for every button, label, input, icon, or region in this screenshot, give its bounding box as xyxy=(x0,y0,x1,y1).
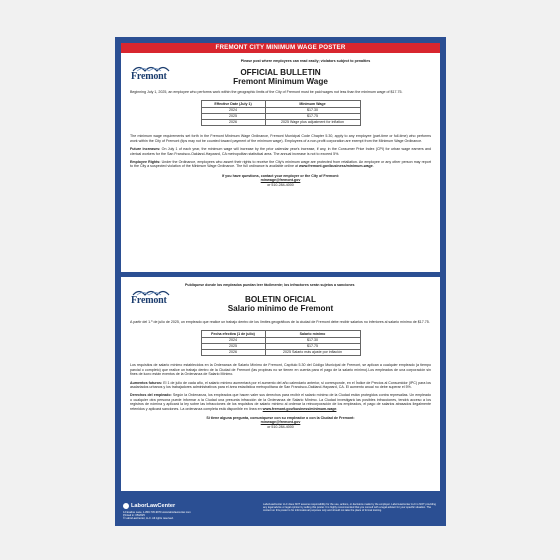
footer-line: 12 Evaline Lane, 1-800-745-9970 www.laborlawcenter.com xyxy=(123,511,191,514)
spanish-bulletin xyxy=(121,277,440,491)
paragraph-text: On July 1 of each year, the minimum wage will increase by the prior calendar year's increase, if any, in the Consumer Price Index (CPI) for urban wage earners and clerical workers for the San Francisco-Oakland-Hayward, CA metropolitan statistical area. The annual increase is not to exceed 5%. xyxy=(130,147,431,156)
paragraph-end: . xyxy=(336,406,338,411)
table-header-row xyxy=(201,331,360,338)
intro-paragraph: A partir del 1.º de julio de 2025, un empleado que realice un trabajo dentro de los límites geográficos de la ciudad de Fremont debe recibir salarios no inferiores al salario mínimo de $17.75. xyxy=(130,320,430,324)
contact-phone: or 510-284-4000 xyxy=(267,424,294,429)
english-bulletin xyxy=(121,53,440,272)
table-cell: 2025 xyxy=(201,114,265,120)
fremont-seal xyxy=(131,287,181,306)
coverage-paragraph: Los requisitos de salario mínimo establecidos en la Ordenanza de Salario Mínimo de Fremont, Capítulo 5.30 del Código Municipal de Fremont, se aplican a cualquier empleado (a tiempo parcial o completo) que realice un trabajo dentro de la Ciudad de Fremont (las propinas no se tienen en cuenta para el pago de la salario mínimo).Los empleados de una corporación sin fines de lucro están exentos de la Ordenanza de Salario Mínimo. xyxy=(130,363,431,377)
footer-line: © LaborLawCenter, LLC. All rights reserved. xyxy=(123,517,174,521)
ordinance-link[interactable]: www.fremont.gov/business/minimum-wage xyxy=(299,164,373,169)
table-header: Salario mínimo xyxy=(265,331,360,338)
seal-wordmark: Fremont xyxy=(131,71,167,82)
footer-line: Printed in: 05/2025 xyxy=(123,514,145,518)
fremont-seal xyxy=(131,63,181,82)
table-row xyxy=(201,120,360,126)
bulletin-subtitle: Salario mínimo de Fremont xyxy=(227,304,334,313)
table-cell: $17.30 xyxy=(265,108,360,114)
table-header-row xyxy=(201,101,360,108)
table-cell: $17.30 xyxy=(265,338,360,344)
table-cell: 2026 xyxy=(201,350,265,356)
poster-footer xyxy=(121,500,440,526)
table-cell: 2024 xyxy=(201,338,265,344)
bulletin-title: BOLETIN OFICIAL xyxy=(245,295,316,304)
employee-rights-paragraph xyxy=(130,393,431,411)
paragraph-end: . xyxy=(372,164,374,169)
contact-block xyxy=(130,174,431,187)
paragraph-text: El 1 de julio de cada año, el salario mínimo aumentará por el aumento del año calendario anterior, si corresponde, en el Índice de Precios al Consumidor (IPC) para los asalariados urbanos y los trabajadores administrativos para el área estadística metropolitana de San Francisco-Oakland-Hayward, CA. El aumento anual no debe superar el 5%. xyxy=(130,380,431,390)
future-increases-paragraph xyxy=(130,381,431,390)
table-cell: 2025 Wage plus adjustment for inflation xyxy=(265,120,360,126)
table-cell: 2025 Salario más ajuste por inflación xyxy=(265,350,360,356)
table-cell: 2026 xyxy=(201,120,265,126)
ordinance-link[interactable]: www.fremont.gov/business/minimum-wage xyxy=(262,406,337,411)
footer-info xyxy=(123,511,233,521)
wage-table xyxy=(201,330,361,356)
coverage-paragraph: The minimum wage requirements set forth in the Fremont Minimum Wage Ordinance, Fremont Municipal Code Chapter 5.30, apply to any employee (part-time or full-time) who performs work within the City of Fremont (tips may not be counted toward payment of the minimum wage). Employees of a non-profit corporation are exempt from the Minimum Wage Ordinance. xyxy=(130,134,431,143)
brand-name: LaborLawCenter xyxy=(131,503,176,509)
posting-notice: Please post where employees can read easily; violators subject to penalties xyxy=(240,59,371,63)
table-header: Fecha efectiva (1 de julio) xyxy=(201,331,265,338)
contact-block xyxy=(130,416,431,429)
brand-logo xyxy=(123,503,175,509)
contact-line: Si tiene alguna pregunta, comuníquese con su empleador o con la Ciudad de Fremont: xyxy=(206,416,355,421)
table-cell: 2025 xyxy=(201,344,265,350)
contact-line: If you have questions, contact your employer or the City of Fremont: xyxy=(221,173,339,178)
seal-wordmark: Fremont xyxy=(131,295,167,306)
paragraph-label: Derechos del empleado: xyxy=(130,393,172,398)
paragraph-label: Future increases: xyxy=(130,147,161,152)
table-cell: $17.75 xyxy=(265,114,360,120)
paragraph-label: Aumentos futuros: xyxy=(130,380,163,385)
bulletin-subtitle: Fremont Minimum Wage xyxy=(233,77,328,86)
employee-rights-paragraph xyxy=(130,160,431,169)
table-header: Effective Date (July 1) xyxy=(201,101,265,108)
poster-title: FREMONT CITY MINIMUM WAGE POSTER xyxy=(121,43,440,53)
table-row xyxy=(201,350,360,356)
paragraph-text: Según la Ordenanza, los empleados que hacen valer sus derechos para recibir el salario mínimo de la Ciudad están protegidos contra represalias. Un empleado o cualquier otra persona puede informar a la Ciudad una presunta infracción de la Ordenanza de Salario Mínimo. La Ciudad investigará las posibles infracciones, tendrá acceso a los registros de nómina y aplicará la ley sobre las infracciones de los requisitos de salario mínimo al ordenar la reincorporación de los empleados, el pago de salarios atrasados ilegalmente retenidos y aplicará sanciones. La ordenanza completa está disponible en línea en xyxy=(130,393,432,411)
table-header: Minimum Wage xyxy=(265,101,360,108)
contact-email-link[interactable]: minwage@fremont.gov xyxy=(260,420,301,425)
contact-email-link[interactable]: minwage@fremont.gov xyxy=(260,178,301,183)
contact-phone: or 510-284-4000 xyxy=(267,182,294,187)
future-increases-paragraph xyxy=(130,147,431,156)
intro-paragraph: Beginning July 1, 2025, an employee who performs work within the geographic limits of the City of Fremont must be paid wages not less than the minimum wage of $17.75. xyxy=(130,90,403,94)
table-cell: 2024 xyxy=(201,108,265,114)
brand-mark-icon xyxy=(123,503,129,509)
paragraph-label: Employee Rights: xyxy=(130,160,161,165)
bulletin-title: OFFICIAL BULLETIN xyxy=(240,68,321,77)
posting-notice: Publíquese donde los empleados puedan leer fácilmente; los infractores serán sujetos a sanciones xyxy=(185,283,355,287)
minimum-wage-poster xyxy=(115,37,446,526)
wage-table xyxy=(201,100,361,126)
paragraph-text: Under the Ordinance, employees who assert their rights to receive the City's minimum wage are protected from retaliation. An employee or any other person may report to the City a suspected violation of the Minimum Wage Ordinance. The full ordinance is available online at xyxy=(130,160,431,169)
table-cell: $17.75 xyxy=(265,344,360,350)
footer-disclaimer: LaborLawCenter LLC does NOT assume responsibility for the use, actions, or decisions made by the employer. LaborLawCenter LLC is NOT providing any legal advice or legal opinion by selling this poster. It is highly recommended that you consult with a legal advisor for your specific situation. The content on this poster is for informational purposes only and should not take the place of formal training. xyxy=(263,503,436,513)
